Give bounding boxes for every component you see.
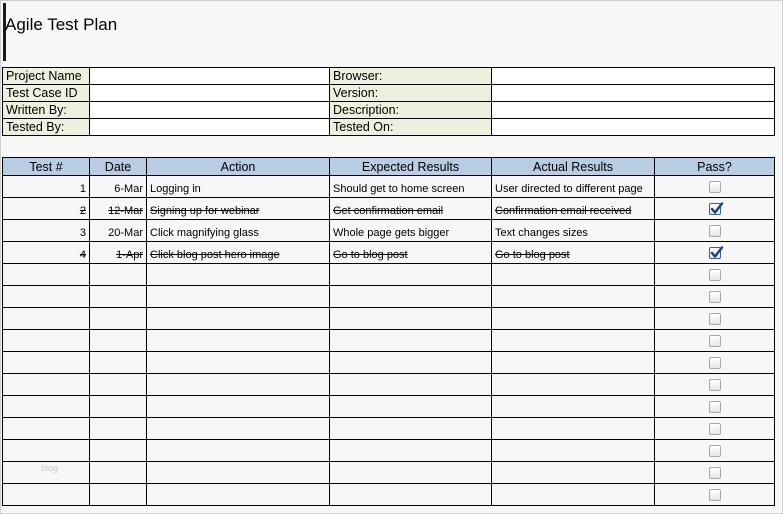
actual-results-cell[interactable] bbox=[492, 242, 655, 264]
info-value-cell[interactable] bbox=[492, 85, 775, 102]
checkmark-icon bbox=[710, 202, 724, 216]
pass-cell bbox=[655, 176, 775, 198]
info-label: Tested By: bbox=[3, 119, 90, 136]
test-number-cell[interactable] bbox=[3, 396, 90, 418]
table-row bbox=[3, 484, 775, 506]
date-cell-text: 1-Apr bbox=[116, 249, 143, 261]
date-cell-text: 20-Mar bbox=[108, 227, 143, 239]
pass-cell bbox=[655, 198, 775, 220]
date-cell[interactable] bbox=[90, 374, 147, 396]
pass-checkbox[interactable] bbox=[709, 357, 721, 369]
test-number-cell[interactable] bbox=[3, 286, 90, 308]
test-table bbox=[2, 157, 775, 506]
expected-results-cell[interactable] bbox=[330, 352, 492, 374]
header-row bbox=[3, 158, 775, 176]
info-row bbox=[3, 119, 775, 136]
header-test-number: Test # bbox=[3, 158, 90, 176]
table-row bbox=[3, 462, 775, 484]
pass-cell bbox=[655, 440, 775, 462]
date-cell[interactable] bbox=[90, 352, 147, 374]
test-number-cell[interactable] bbox=[3, 440, 90, 462]
info-label: Description: bbox=[330, 102, 492, 119]
pass-cell bbox=[655, 396, 775, 418]
date-cell[interactable] bbox=[90, 198, 147, 220]
info-label: Test Case ID bbox=[3, 85, 90, 102]
action-cell[interactable] bbox=[147, 198, 330, 220]
expected-results-cell-text: Get confirmation email bbox=[333, 205, 444, 217]
test-number-cell-text: 3 bbox=[79, 227, 86, 239]
header-date: Date bbox=[90, 158, 147, 176]
test-number-cell[interactable] bbox=[3, 484, 90, 506]
action-cell[interactable] bbox=[147, 330, 330, 352]
actual-results-cell-text: User directed to different page bbox=[495, 183, 643, 195]
pass-checkbox-checked[interactable] bbox=[709, 203, 721, 215]
action-cell[interactable] bbox=[147, 308, 330, 330]
test-number-cell[interactable] bbox=[3, 374, 90, 396]
info-row bbox=[3, 102, 775, 119]
expected-results-cell[interactable] bbox=[330, 220, 492, 242]
pass-checkbox[interactable] bbox=[709, 401, 721, 413]
info-table bbox=[2, 67, 775, 136]
actual-results-cell[interactable] bbox=[492, 176, 655, 198]
pass-checkbox[interactable] bbox=[709, 335, 721, 347]
action-cell[interactable] bbox=[147, 242, 330, 264]
table-row bbox=[3, 176, 775, 198]
expected-results-cell[interactable] bbox=[330, 330, 492, 352]
test-number-cell[interactable] bbox=[3, 264, 90, 286]
table-row bbox=[3, 286, 775, 308]
actual-results-cell[interactable] bbox=[492, 220, 655, 242]
actual-results-cell[interactable] bbox=[492, 484, 655, 506]
header-pass: Pass? bbox=[655, 158, 775, 176]
pass-checkbox[interactable] bbox=[709, 269, 721, 281]
action-cell[interactable] bbox=[147, 264, 330, 286]
actual-results-cell-text: Go to blog post bbox=[495, 249, 570, 261]
expected-results-cell[interactable] bbox=[330, 462, 492, 484]
action-cell[interactable] bbox=[147, 440, 330, 462]
date-cell-text: 6-Mar bbox=[114, 183, 143, 195]
table-row bbox=[3, 308, 775, 330]
info-row bbox=[3, 85, 775, 102]
test-number-cell-text: 4 bbox=[79, 249, 86, 261]
info-value-cell[interactable] bbox=[90, 68, 330, 85]
action-cell[interactable] bbox=[147, 220, 330, 242]
test-number-cell[interactable] bbox=[3, 330, 90, 352]
actual-results-cell[interactable] bbox=[492, 330, 655, 352]
pass-cell bbox=[655, 352, 775, 374]
date-cell[interactable] bbox=[90, 286, 147, 308]
expected-results-cell[interactable] bbox=[330, 264, 492, 286]
table-row bbox=[3, 396, 775, 418]
date-cell[interactable] bbox=[90, 264, 147, 286]
info-value-cell[interactable] bbox=[90, 119, 330, 136]
expected-results-cell[interactable] bbox=[330, 286, 492, 308]
action-cell[interactable] bbox=[147, 286, 330, 308]
expected-results-cell-text: Whole page gets bigger bbox=[333, 227, 450, 239]
pass-checkbox-checked[interactable] bbox=[709, 247, 721, 259]
table-row bbox=[3, 198, 775, 220]
actual-results-cell[interactable] bbox=[492, 374, 655, 396]
actual-results-cell[interactable] bbox=[492, 352, 655, 374]
test-number-cell[interactable] bbox=[3, 220, 90, 242]
actual-results-cell[interactable] bbox=[492, 462, 655, 484]
date-cell[interactable] bbox=[90, 484, 147, 506]
header-action: Action bbox=[147, 158, 330, 176]
expected-results-cell[interactable] bbox=[330, 176, 492, 198]
actual-results-cell[interactable] bbox=[492, 308, 655, 330]
expected-results-cell[interactable] bbox=[330, 242, 492, 264]
pass-cell bbox=[655, 264, 775, 286]
action-cell-text: Click blog post hero image bbox=[150, 249, 280, 261]
action-cell[interactable] bbox=[147, 374, 330, 396]
info-value-cell[interactable] bbox=[90, 85, 330, 102]
pass-cell bbox=[655, 374, 775, 396]
table-row bbox=[3, 418, 775, 440]
date-cell[interactable] bbox=[90, 176, 147, 198]
header-actual-results: Actual Results bbox=[492, 158, 655, 176]
actual-results-cell[interactable] bbox=[492, 264, 655, 286]
test-number-cell[interactable] bbox=[3, 352, 90, 374]
actual-results-cell[interactable] bbox=[492, 396, 655, 418]
pass-checkbox[interactable] bbox=[709, 379, 721, 391]
test-number-cell-text: 2 bbox=[79, 205, 86, 217]
actual-results-cell[interactable] bbox=[492, 440, 655, 462]
date-cell[interactable] bbox=[90, 396, 147, 418]
pass-checkbox[interactable] bbox=[709, 423, 721, 435]
actual-results-cell-text: Text changes sizes bbox=[495, 227, 588, 239]
info-label: Version: bbox=[330, 85, 492, 102]
pass-cell bbox=[655, 286, 775, 308]
table-row bbox=[3, 352, 775, 374]
test-number-cell-text: 1 bbox=[79, 183, 86, 195]
pass-checkbox[interactable] bbox=[709, 181, 721, 193]
date-cell[interactable] bbox=[90, 440, 147, 462]
date-cell[interactable] bbox=[90, 242, 147, 264]
pass-cell bbox=[655, 220, 775, 242]
date-cell[interactable] bbox=[90, 220, 147, 242]
actual-results-cell[interactable] bbox=[492, 418, 655, 440]
info-row bbox=[3, 68, 775, 85]
action-cell-text: Click magnifying glass bbox=[150, 227, 259, 239]
header-expected-results: Expected Results bbox=[330, 158, 492, 176]
action-cell-text: Signing up for webinar bbox=[150, 205, 260, 217]
action-cell[interactable] bbox=[147, 396, 330, 418]
info-value-cell[interactable] bbox=[492, 119, 775, 136]
action-cell[interactable] bbox=[147, 418, 330, 440]
action-cell[interactable] bbox=[147, 176, 330, 198]
date-cell[interactable] bbox=[90, 330, 147, 352]
action-cell[interactable] bbox=[147, 352, 330, 374]
pass-cell bbox=[655, 242, 775, 264]
table-row bbox=[3, 264, 775, 286]
info-value-cell[interactable] bbox=[492, 68, 775, 85]
actual-results-cell[interactable] bbox=[492, 198, 655, 220]
date-cell-text: 12-Mar bbox=[108, 205, 143, 217]
table-row bbox=[3, 440, 775, 462]
test-number-cell[interactable] bbox=[3, 198, 90, 220]
pass-cell bbox=[655, 418, 775, 440]
date-cell[interactable] bbox=[90, 308, 147, 330]
action-cell[interactable] bbox=[147, 462, 330, 484]
pass-checkbox[interactable] bbox=[709, 489, 721, 501]
date-cell[interactable] bbox=[90, 418, 147, 440]
expected-results-cell[interactable] bbox=[330, 418, 492, 440]
actual-results-cell-text: Confirmation email received bbox=[495, 205, 632, 217]
expected-results-cell-text: Should get to home screen bbox=[333, 183, 465, 195]
pass-checkbox[interactable] bbox=[709, 291, 721, 303]
pass-checkbox[interactable] bbox=[709, 445, 721, 457]
pass-checkbox[interactable] bbox=[709, 313, 721, 325]
info-value-cell[interactable] bbox=[90, 102, 330, 119]
expected-results-cell[interactable] bbox=[330, 440, 492, 462]
page-title: Agile Test Plan bbox=[5, 15, 118, 34]
action-cell[interactable] bbox=[147, 484, 330, 506]
actual-results-cell[interactable] bbox=[492, 286, 655, 308]
test-number-cell[interactable] bbox=[3, 176, 90, 198]
date-cell[interactable] bbox=[90, 462, 147, 484]
table-row bbox=[3, 220, 775, 242]
pass-cell bbox=[655, 462, 775, 484]
info-label: Project Name bbox=[3, 68, 90, 85]
expected-results-cell[interactable] bbox=[330, 396, 492, 418]
checkmark-icon bbox=[710, 246, 724, 260]
watermark: blog bbox=[41, 463, 59, 473]
info-label: Tested On: bbox=[330, 119, 492, 136]
pass-checkbox[interactable] bbox=[709, 467, 721, 479]
table-row bbox=[3, 374, 775, 396]
expected-results-cell[interactable] bbox=[330, 484, 492, 506]
test-number-cell[interactable] bbox=[3, 308, 90, 330]
expected-results-cell[interactable] bbox=[330, 198, 492, 220]
pass-cell bbox=[655, 484, 775, 506]
action-cell-text: Logging in bbox=[150, 183, 201, 195]
pass-cell bbox=[655, 308, 775, 330]
info-value-cell[interactable] bbox=[492, 102, 775, 119]
expected-results-cell-text: Go to blog post bbox=[333, 249, 408, 261]
pass-checkbox[interactable] bbox=[709, 225, 721, 237]
info-label: Written By: bbox=[3, 102, 90, 119]
pass-cell bbox=[655, 330, 775, 352]
expected-results-cell[interactable] bbox=[330, 374, 492, 396]
info-label: Browser: bbox=[330, 68, 492, 85]
test-number-cell[interactable] bbox=[3, 242, 90, 264]
table-row bbox=[3, 330, 775, 352]
test-number-cell[interactable] bbox=[3, 418, 90, 440]
expected-results-cell[interactable] bbox=[330, 308, 492, 330]
table-row bbox=[3, 242, 775, 264]
